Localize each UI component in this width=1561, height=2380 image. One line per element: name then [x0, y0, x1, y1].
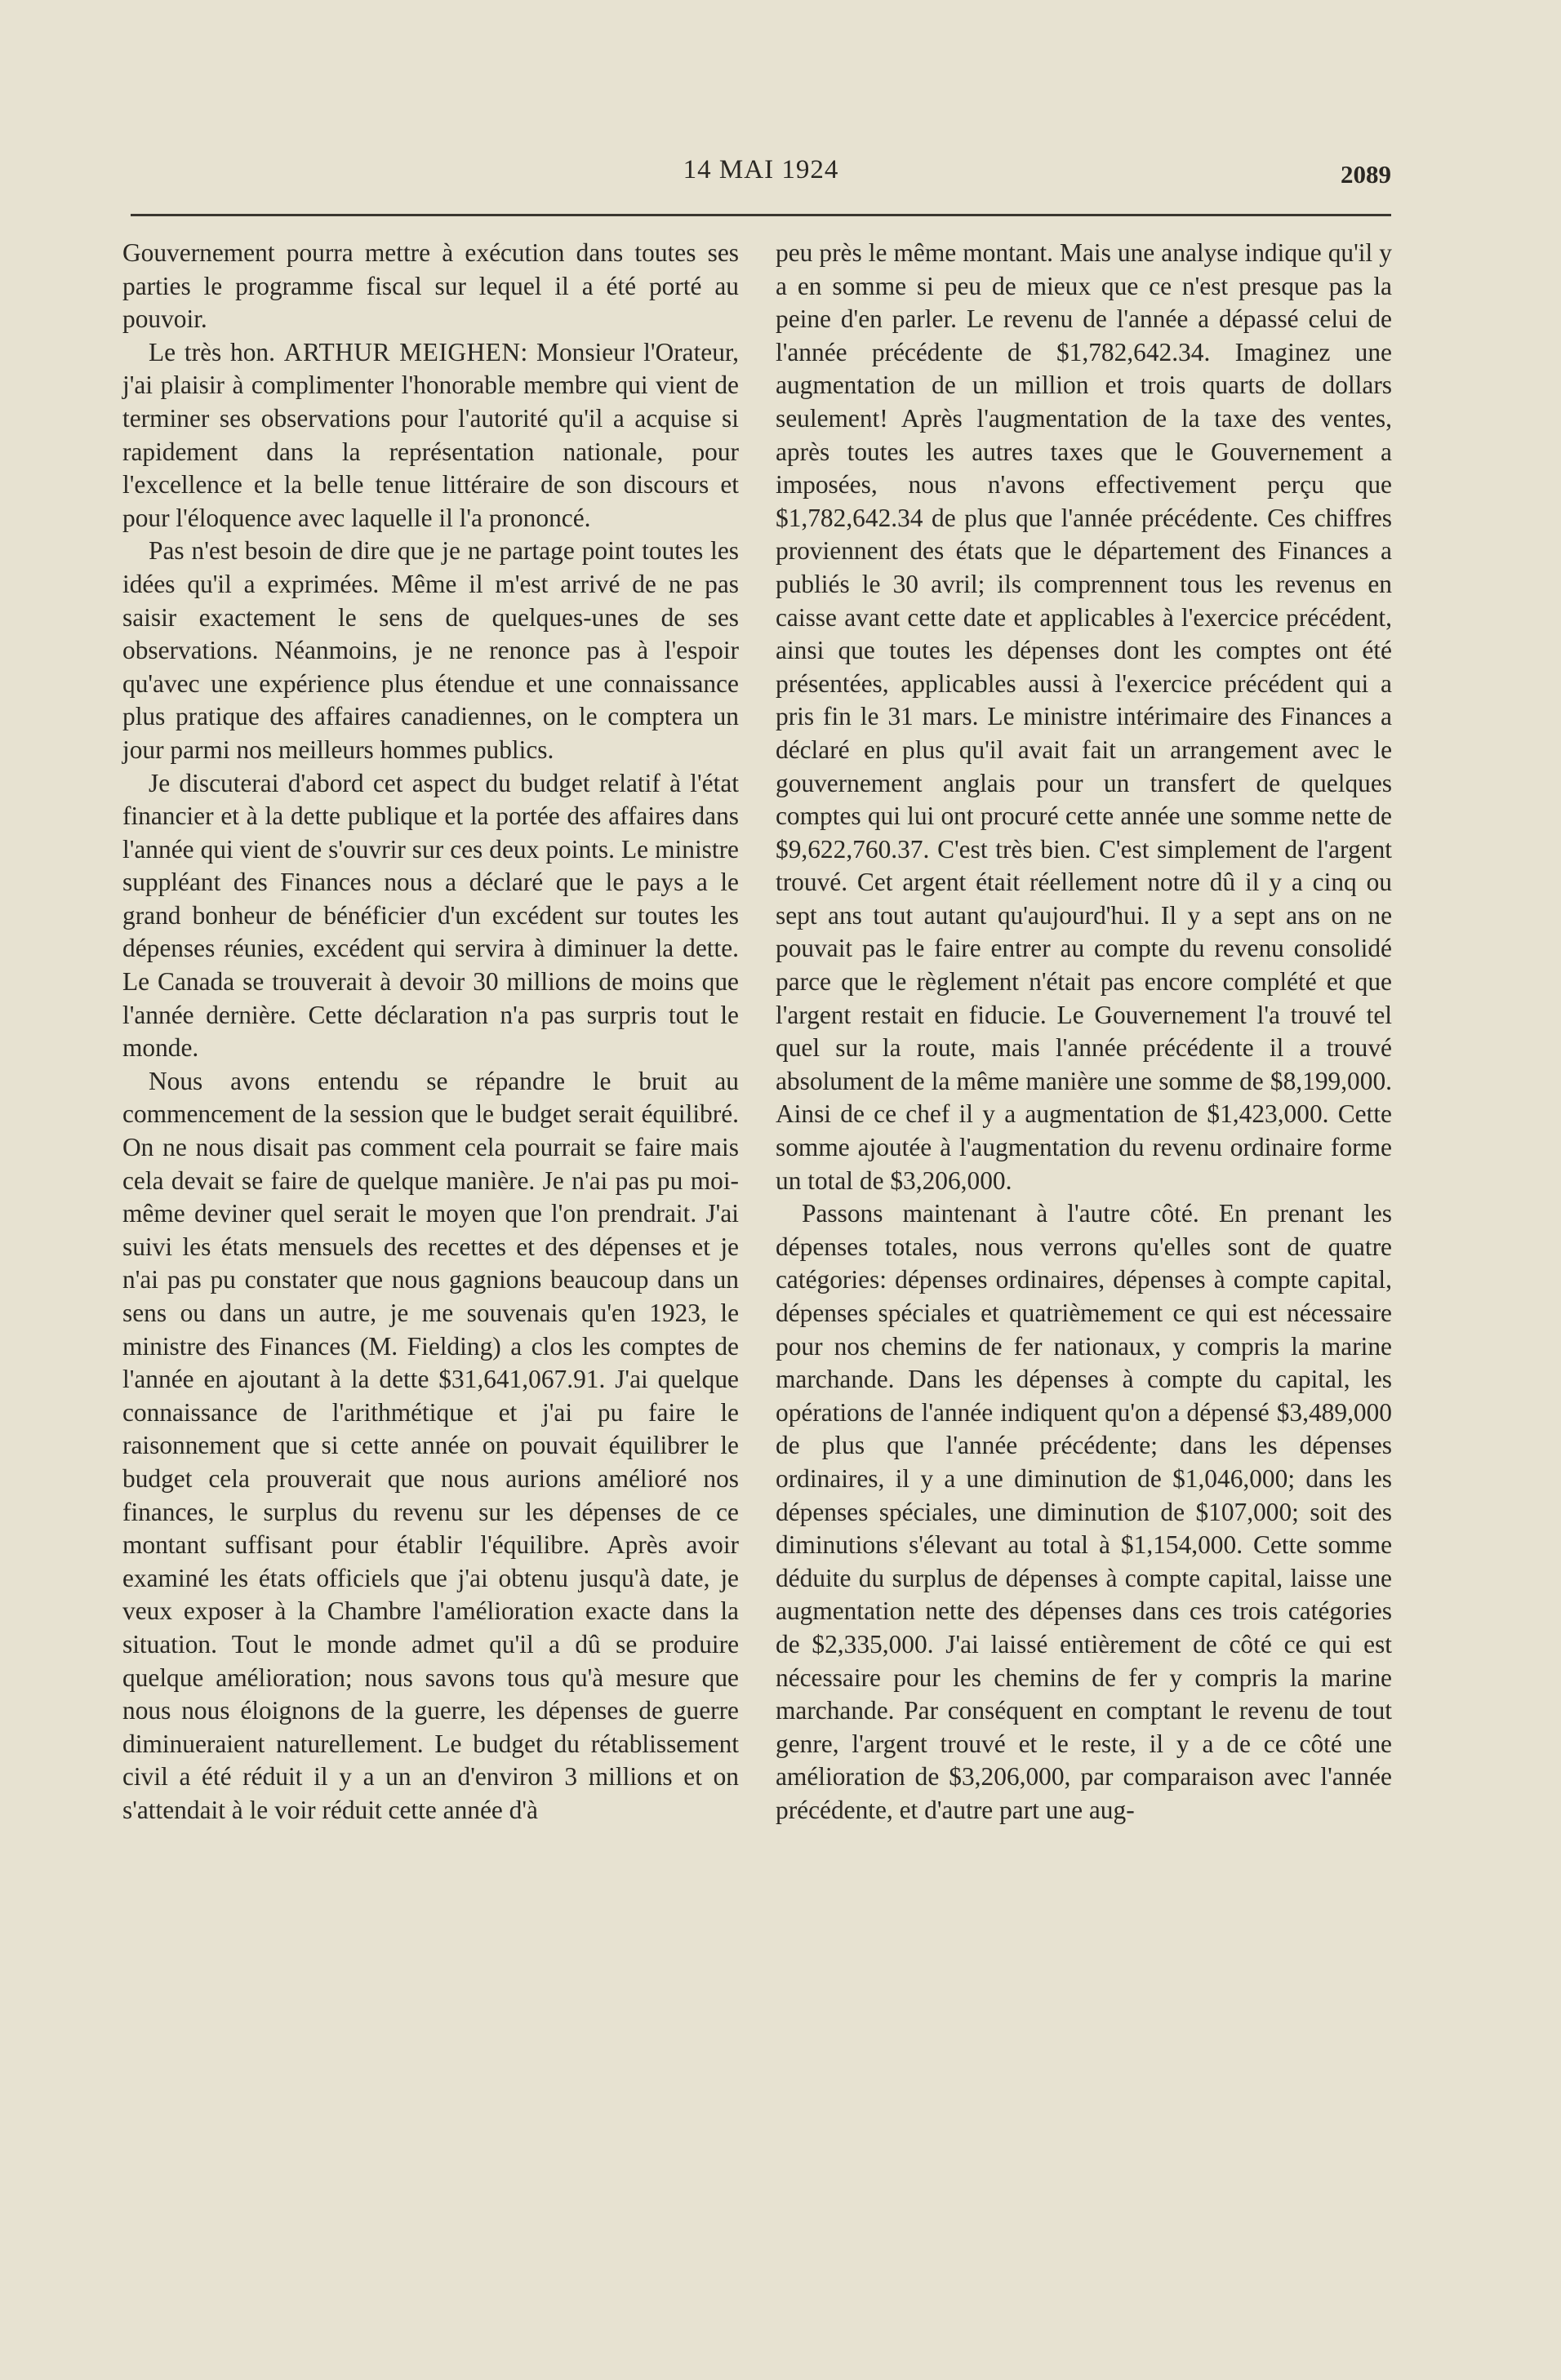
page-header	[131, 155, 1391, 196]
left-column	[122, 237, 739, 1827]
speaker-prefix: Le très hon.	[149, 337, 284, 366]
speaker-name: ARTHUR MEIGHEN	[283, 337, 521, 366]
paragraph: Nous avons entendu se répandre le bruit au commencement de la session que le budget serait équilibré. On ne nous disait pas comment cela pourrait se faire mais cela devait se faire de quelque manière. Je n'ai pas pu moi-même deviner quel serait le moyen que l'on prendrait. J'ai suivi les états mensuels des recettes et des dépenses et je n'ai pas pu constater que nous gagnions beaucoup dans un sens ou dans un autre, je me souvenais qu'en 1923, le ministre des Finances (M. Fielding) a clos les comptes de l'année en ajoutant à la dette $31,641,067.91. J'ai quelque connaissance de l'arithmétique et j'ai pu faire le raisonnement que si cette année on pouvait équilibrer le budget cela prouverait que nous aurions amélioré nos finances, le surplus du revenu sur les dépenses de ce montant suffisant pour établir l'équilibre. Après avoir examiné les états officiels que j'ai obtenu jusqu'à date, je veux exposer à la Chambre l'amélioration exacte dans la situation. Tout le monde admet qu'il a dû se produire quelque amélioration; nous savons tous qu'à mesure que nous nous éloignons de la guerre, les dépenses de guerre diminueraient naturellement. Le budget du rétablissement civil a été réduit il y a un an d'environ 3 millions et on s'attendait à le voir réduit cette année d'à	[122, 1066, 739, 1824]
paragraph: Pas n'est besoin de dire que je ne partage point toutes les idées qu'il a exprimées. Même il m'est arrivé de ne pas saisir exactement le sens de quelques-unes de ses observations. Néanmoins, je ne renonce pas à l'espoir qu'avec une expérience plus étendue et une connaissance plus pratique des affaires canadiennes, on le comptera un jour parmi nos meilleurs hommes publics.	[122, 536, 739, 764]
paragraph: Passons maintenant à l'autre côté. En prenant les dépenses totales, nous verrons qu'elles sont de quatre catégories: dépenses ordinaires, dépenses à compte capital, dépenses spéciales et quatrièmement ce qui est nécessaire pour nos chemins de fer nationaux, y compris la marine marchande. Dans les dépenses à compte du capital, les opérations de l'année indiquent qu'on a dépensé $3,489,000 de plus que l'année précédente; dans les dépenses ordinaires, il y a une diminution de $1,046,000; dans les dépenses spéciales, une diminution de $107,000; soit des diminutions s'élevant au total à $1,154,000. Cette somme déduite du surplus de dépenses à compte capital, laisse une augmentation nette des dépenses dans ces trois catégories de $2,335,000. J'ai laissé entièrement de côté ce qui est nécessaire pour les chemins de fer y compris la marine marchande. Par conséquent en comptant le revenu de tout genre, l'argent trouvé et le reste, il y a de ce côté une amélioration de $3,206,000, par comparaison avec l'année précédente, et d'autre part une aug-	[776, 1199, 1392, 1824]
page-date: 14 MAI 1924	[683, 155, 839, 184]
page-number: 2089	[1341, 160, 1391, 189]
paragraph: peu près le même montant. Mais une analyse indique qu'il y a en somme si peu de mieux que ce n'est presque pas la peine d'en parler. Le revenu de l'année a dépassé celui de l'année précédente de $1,782,642.34. Imaginez une augmentation de un million et trois quarts de dollars seulement! Après l'augmentation de la taxe des ventes, après toutes les autres taxes que le Gouvernement a imposées, nous n'avons effectivement perçu que $1,782,642.34 de plus que l'année précédente. Ces chiffres proviennent des états que le département des Finances a publiés le 30 avril; ils comprennent tous les revenus en caisse avant cette date et applicables à l'exercice précédent, ainsi que toutes les dépenses dont les comptes ont été présentées, applicables aussi à l'exercice précédent qui a pris fin le 31 mars. Le ministre intérimaire des Finances a déclaré en plus qu'il avait fait un arrangement avec le gouvernement anglais pour un transfert de quelques comptes qui lui ont procuré cette année une somme nette de $9,622,760.37. C'est très bien. C'est simplement de l'argent trouvé. Cet argent était réellement notre dû il y a cinq ou sept ans tout autant qu'aujourd'hui. Il y a sept ans on ne pouvait pas le faire entrer au compte du revenu consolidé parce que le règlement n'était pas encore complété et que l'argent restait en fiducie. Le Gouvernement l'a trouvé tel quel sur la route, mais l'année précédente il a trouvé absolument de la même manière une somme de $8,199,000. Ainsi de ce chef il y a augmentation de $1,423,000. Cette somme ajoutée à l'augmentation du revenu ordinaire forme un total de $3,206,000.	[776, 238, 1392, 1195]
header-divider	[131, 214, 1391, 216]
paragraph: Gouvernement pourra mettre à exécution dans toutes ses parties le programme fiscal sur lequel il a été porté au pouvoir.	[122, 238, 739, 334]
right-column	[776, 237, 1392, 1827]
paragraph	[122, 336, 739, 535]
paragraph-text: : Monsieur l'Orateur, j'ai plaisir à complimenter l'honorable membre qui vient de terminer ses observations pour l'autorité qu'il a acquise si rapidement dans la représentation nationale, pour l'excellence et la belle tenue littéraire de son discours et pour l'éloquence avec laquelle il l'a prononcé.	[122, 337, 739, 532]
paragraph: Je discuterai d'abord cet aspect du budget relatif à l'état financier et à la dette publique et la portée des affaires dans l'année qui vient de s'ouvrir sur ces deux points. Le ministre suppléant des Finances nous a déclaré que le pays a le grand bonheur de bénéficier d'un excédent sur toutes les dépenses réunies, excédent qui servira à diminuer la dette. Le Canada se trouverait à devoir 30 millions de moins que l'année dernière. Cette déclaration n'a pas surpris tout le monde.	[122, 768, 739, 1063]
